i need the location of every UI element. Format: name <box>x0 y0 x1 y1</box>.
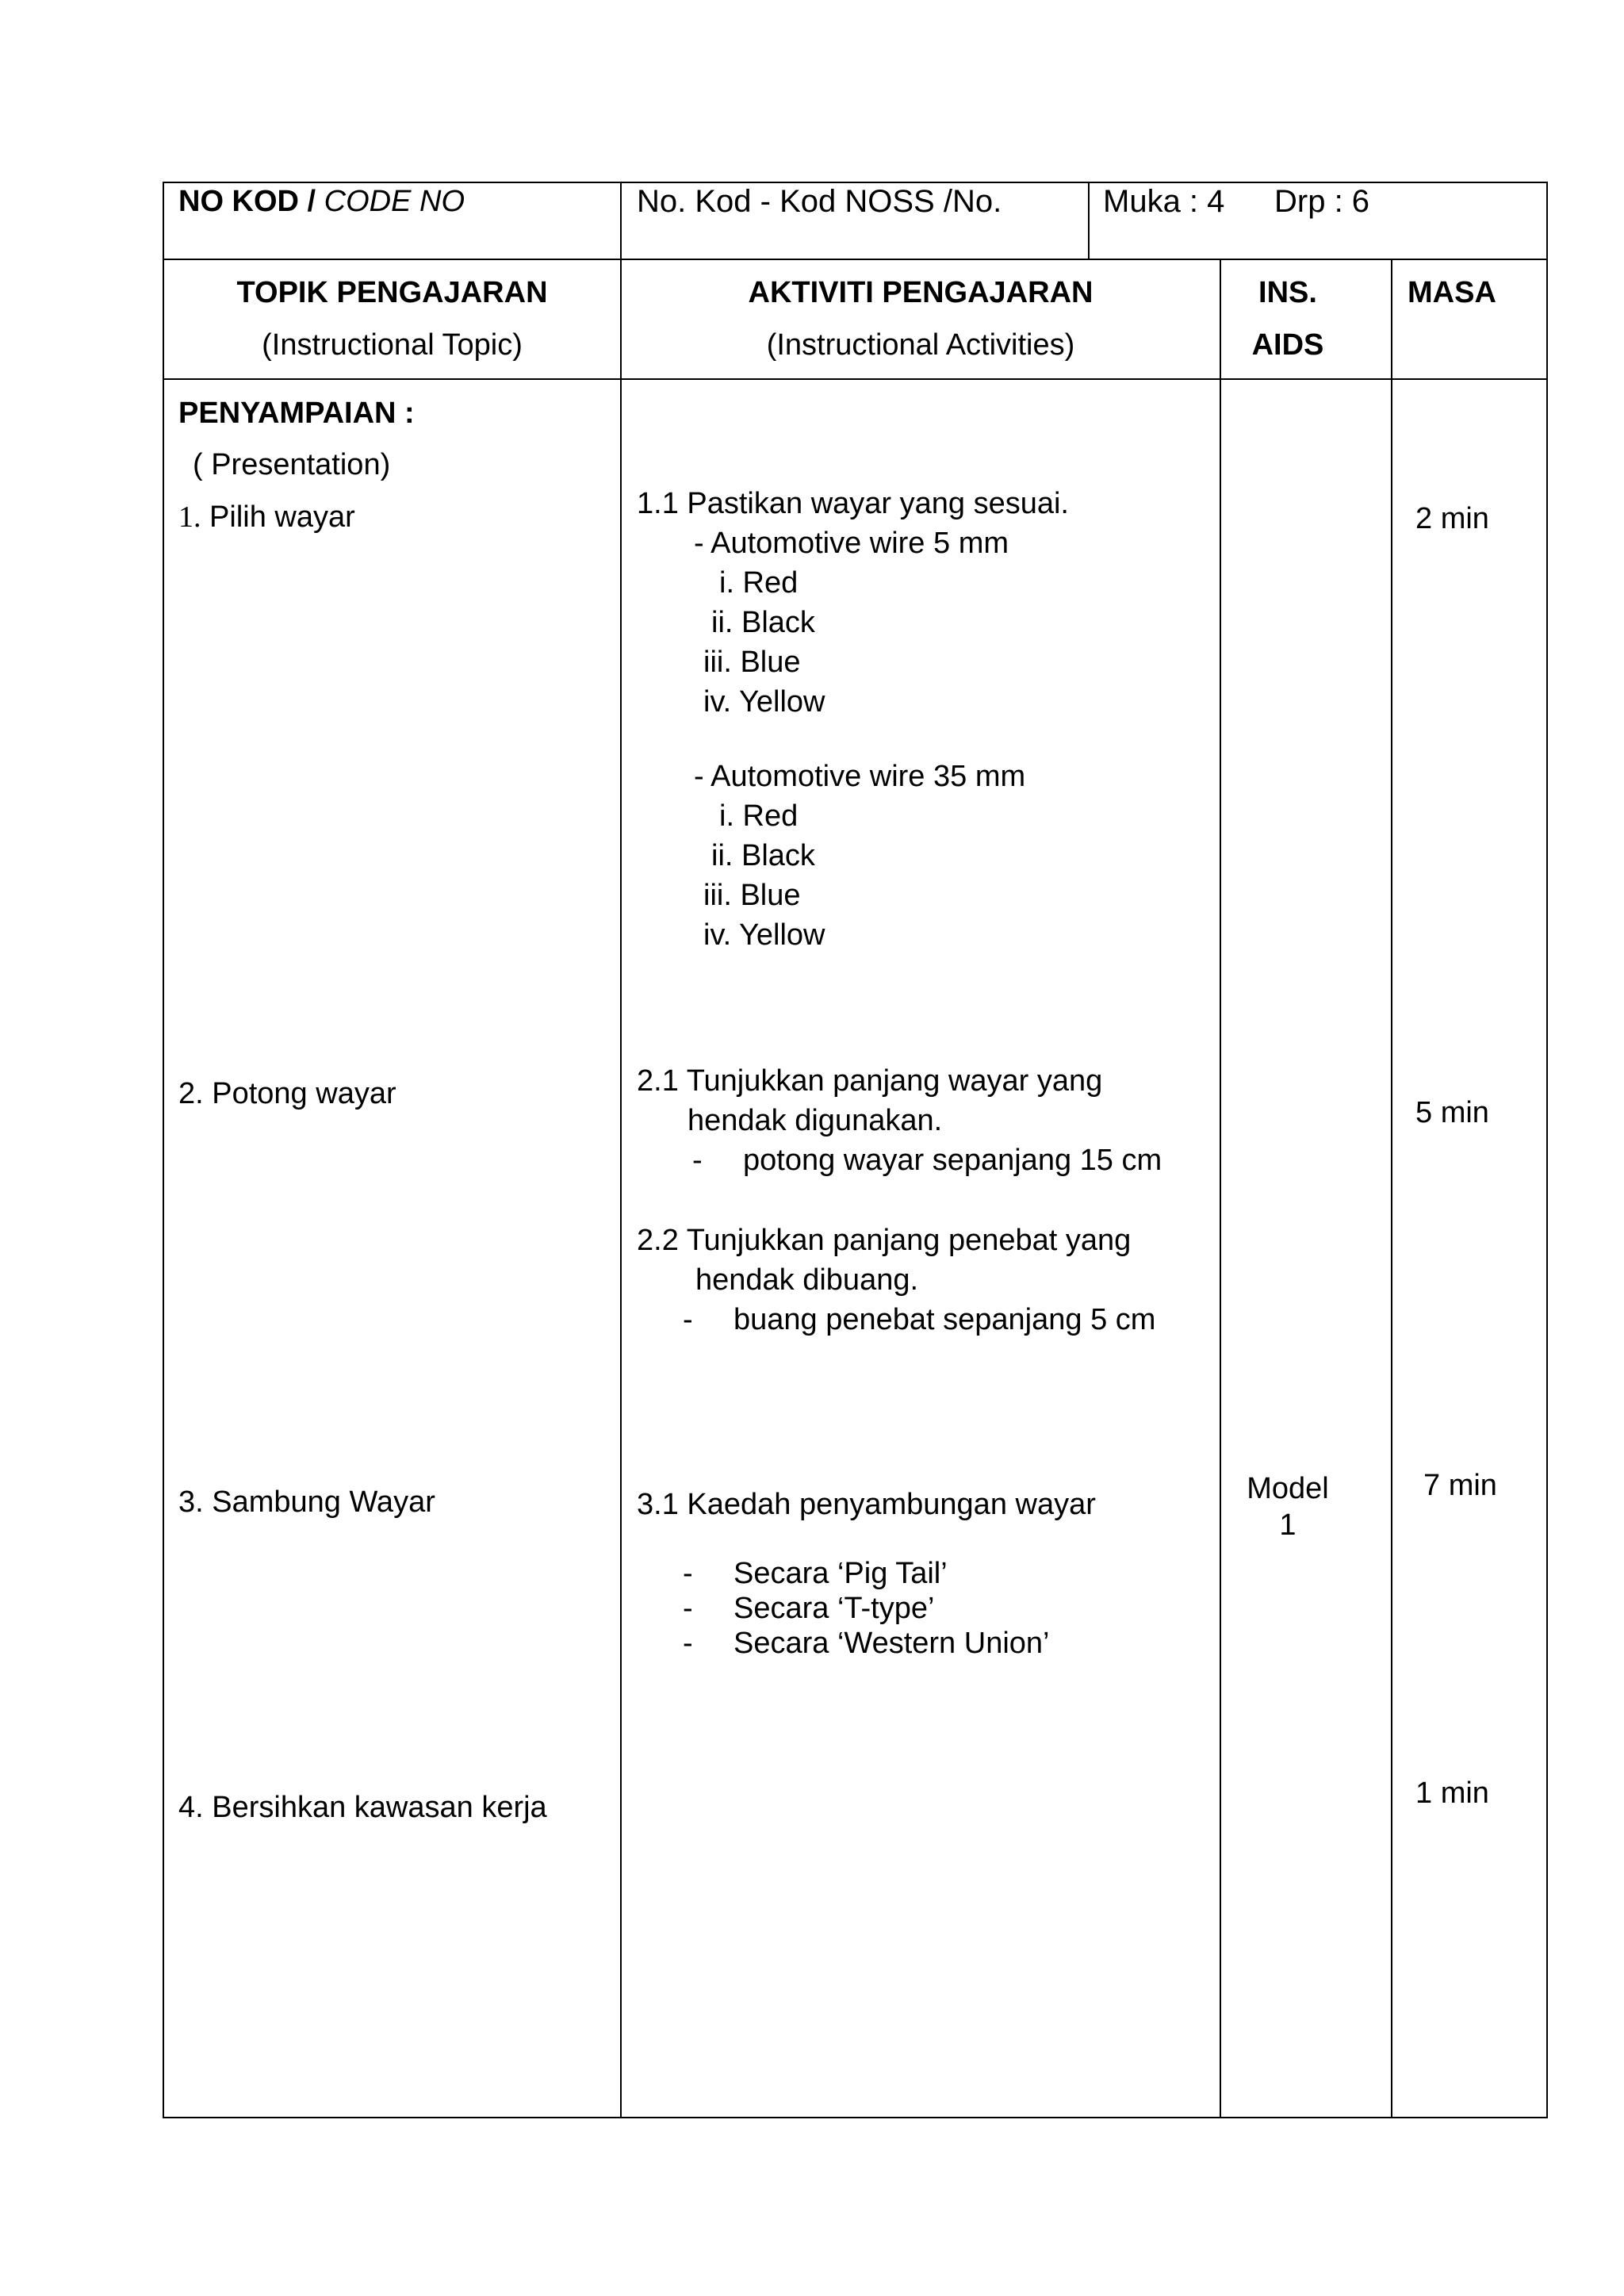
time-column-title: MASA <box>1408 276 1496 309</box>
presentation-heading: PENYAMPAIAN : <box>178 397 415 430</box>
time-3: 7 min <box>1423 1469 1497 1502</box>
code-no-italic: CODE NO <box>316 185 465 218</box>
joint-method-3: Secara ‘Western Union’ <box>733 1627 1050 1660</box>
aids-time-divider <box>1391 259 1392 2118</box>
topic-column-subtitle: (Instructional Topic) <box>262 328 523 362</box>
topic-column-divider <box>620 182 622 2118</box>
wire-35mm-color-2: ii. Black <box>711 839 815 872</box>
activity-column-title: AKTIVITI PENGAJARAN <box>748 276 1094 309</box>
aids-column-title-line2: AIDS <box>1251 328 1324 362</box>
wire-5mm-color-4: iv. Yellow <box>703 685 825 719</box>
activity-2-1-line1: 2.1 Tunjukkan panjang wayar yang <box>637 1064 1103 1098</box>
joint-method-1-dash: - <box>683 1557 693 1590</box>
activity-2-1-dash: - <box>692 1144 703 1177</box>
activity-column-subtitle: (Instructional Activities) <box>766 328 1075 362</box>
activity-1-1-wire-5mm: - Automotive wire 5 mm <box>694 527 1009 560</box>
topic-2: 2. Potong wayar <box>178 1077 396 1110</box>
activity-2-1-line2: hendak digunakan. <box>688 1104 943 1137</box>
page-number: Muka : 4 <box>1103 184 1225 219</box>
presentation-subheading: ( Presentation) <box>193 448 391 481</box>
topic-3: 3. Sambung Wayar <box>178 1485 435 1519</box>
activity-1-1-wire-35mm: - Automotive wire 35 mm <box>694 760 1026 793</box>
wire-5mm-color-1: i. Red <box>719 566 799 600</box>
time-2: 5 min <box>1415 1096 1489 1129</box>
topic-column-title: TOPIK PENGAJARAN <box>236 276 548 309</box>
joint-method-2-dash: - <box>683 1592 693 1625</box>
wire-35mm-color-1: i. Red <box>719 799 799 833</box>
joint-method-1: Secara ‘Pig Tail’ <box>733 1557 948 1590</box>
time-1: 2 min <box>1415 502 1489 535</box>
topic-1-number: 1. <box>178 500 201 534</box>
activity-3-1-title: 3.1 Kaedah penyambungan wayar <box>637 1488 1096 1521</box>
time-4: 1 min <box>1415 1777 1489 1810</box>
topic-1-label: Pilih wayar <box>201 500 355 534</box>
wire-5mm-color-3: iii. Blue <box>703 646 801 679</box>
noss-code-label: No. Kod - Kod NOSS /No. <box>637 184 1002 219</box>
code-no-label <box>178 184 465 219</box>
activity-2-2-line1: 2.2 Tunjukkan panjang penebat yang <box>637 1224 1132 1257</box>
activity-2-2-dash: - <box>683 1303 693 1336</box>
topic-4: 4. Bersihkan kawasan kerja <box>178 1791 547 1824</box>
activity-2-2-line2: hendak dibuang. <box>695 1263 919 1297</box>
code-no-bold: NO KOD / <box>178 185 316 218</box>
aids-column-title-line1: INS. <box>1258 276 1317 309</box>
column-header-divider <box>163 378 1548 380</box>
aids-model-number: 1 <box>1279 1508 1297 1542</box>
activity-1-1-title: 1.1 Pastikan wayar yang sesuai. <box>637 487 1069 520</box>
noss-muka-divider <box>1088 182 1090 259</box>
wire-35mm-color-4: iv. Yellow <box>703 918 825 952</box>
aids-model-label: Model <box>1247 1472 1329 1505</box>
wire-35mm-color-3: iii. Blue <box>703 879 801 912</box>
page-total: Drp : 6 <box>1274 184 1370 219</box>
wire-5mm-color-2: ii. Black <box>711 606 815 639</box>
joint-method-3-dash: - <box>683 1627 693 1660</box>
activity-aids-divider <box>1220 259 1221 2118</box>
activity-2-2-item: buang penebat sepanjang 5 cm <box>733 1303 1156 1336</box>
joint-method-2: Secara ‘T-type’ <box>733 1592 935 1625</box>
activity-2-1-item: potong wayar sepanjang 15 cm <box>743 1144 1162 1177</box>
topic-1 <box>178 500 355 535</box>
header-row-divider <box>163 259 1548 260</box>
